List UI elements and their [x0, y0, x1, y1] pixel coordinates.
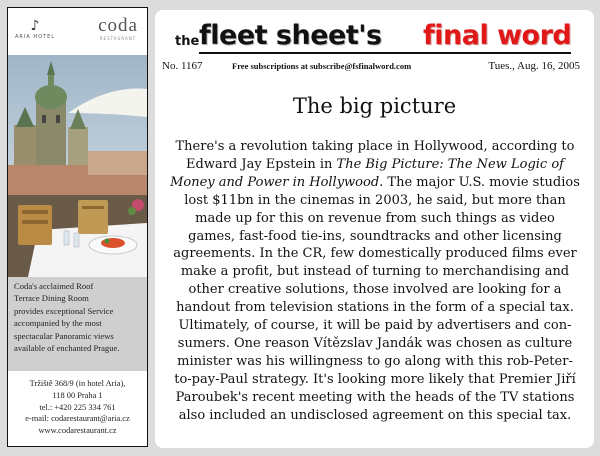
book-title: Money and Power in Hollywood — [170, 174, 380, 190]
ad-contact-info — [8, 371, 147, 446]
article-line — [169, 156, 581, 174]
article-line: Paroubek's recent meeting with the heads of the TV stations — [175, 389, 575, 405]
ad-copy-line: provides exceptional Service — [14, 305, 114, 316]
article-text: Edward Jay Epstein in — [186, 156, 337, 172]
article-line: minister was his willingness to go along with this rob-Peter- — [177, 353, 573, 369]
article-line: games, fast-food tie-ins, soundtracks and other licensing — [188, 228, 562, 244]
issue-date: Tues., Aug. 16, 2005 — [488, 60, 580, 72]
article-line: sumers. One reason Vítězslav Jandák was chosen as culture — [177, 335, 573, 351]
issue-number: No. 1167 — [162, 60, 203, 72]
masthead-title: fleet sheet's — [199, 20, 382, 51]
masthead — [155, 10, 594, 58]
article-line: other creative solutions, those involved are looking for a — [188, 282, 562, 298]
coda-logo-subtitle: RESTAURANT — [99, 36, 137, 41]
ad-website-link[interactable]: www.codarestaurant.cz — [38, 426, 117, 436]
ad-address-street: Tržiště 368/9 (in hotel Aria), — [29, 379, 126, 388]
article-line: handout from television stations in the form of a special tax. — [176, 300, 574, 316]
prague-terrace-photo — [8, 55, 147, 277]
ad-description — [8, 277, 147, 371]
ad-copy-line: accompanied by the most — [14, 318, 102, 329]
aria-hotel-logo-text: ARIA HOTEL — [14, 34, 56, 40]
ad-copy-line: available of enchanted Prague. — [14, 343, 120, 354]
article-line: lost $11bn in the cinemas in 2003, he said, but more than — [184, 192, 566, 208]
article-line: to-pay-Paul strategy. It's looking more likely that Premier Jiří — [174, 371, 576, 387]
sidebar-advertisement[interactable] — [7, 7, 148, 447]
masthead-final-word: final word — [423, 20, 572, 51]
book-title: The Big Picture: The New Logic of — [336, 156, 564, 172]
article-line: make a profit, but instead of turning to merchandising and — [180, 264, 570, 280]
article-headline: The big picture — [292, 94, 457, 118]
ad-copy-line: Coda's acclaimed Roof — [14, 281, 94, 291]
ad-address-city: 118 00 Praha 1 — [52, 390, 103, 400]
ad-logos — [8, 8, 147, 55]
issue-info-bar — [155, 60, 594, 76]
coda-logo-wordmark: coda — [98, 15, 138, 36]
coda-restaurant-logo — [92, 16, 144, 41]
newsletter-panel — [155, 10, 594, 448]
aria-hotel-logo — [14, 18, 56, 40]
article-text: . The major U.S. movie studios — [379, 174, 580, 190]
ad-phone: tel.: +420 225 334 761 — [39, 402, 116, 412]
article-line: also included an undisclosed agreement on this special tax. — [178, 407, 572, 423]
article-line: Ultimately, of course, it will be paid by advertisers and con- — [178, 318, 572, 334]
masthead-rule — [199, 52, 571, 54]
article-line — [169, 174, 581, 192]
masthead-the: the — [175, 34, 200, 49]
article-line: made up for this on revenue from such things as video — [195, 210, 555, 226]
ad-copy-line: spectacular Panoramic views — [14, 330, 114, 341]
ad-copy-line: Terrace Dining Room — [14, 293, 89, 304]
ad-email-link[interactable]: e-mail: codarestaurant@aria.cz — [25, 414, 130, 424]
music-note-icon: ♪ — [30, 18, 40, 34]
article-line: There's a revolution taking place in Hollywood, according to — [175, 139, 575, 154]
article-line: agreements. In the CR, few domestically produced films ever — [173, 246, 577, 262]
subscribe-link[interactable]: Free subscriptions at subscribe@fsfinalword.com — [232, 61, 412, 71]
article-body — [169, 138, 581, 425]
